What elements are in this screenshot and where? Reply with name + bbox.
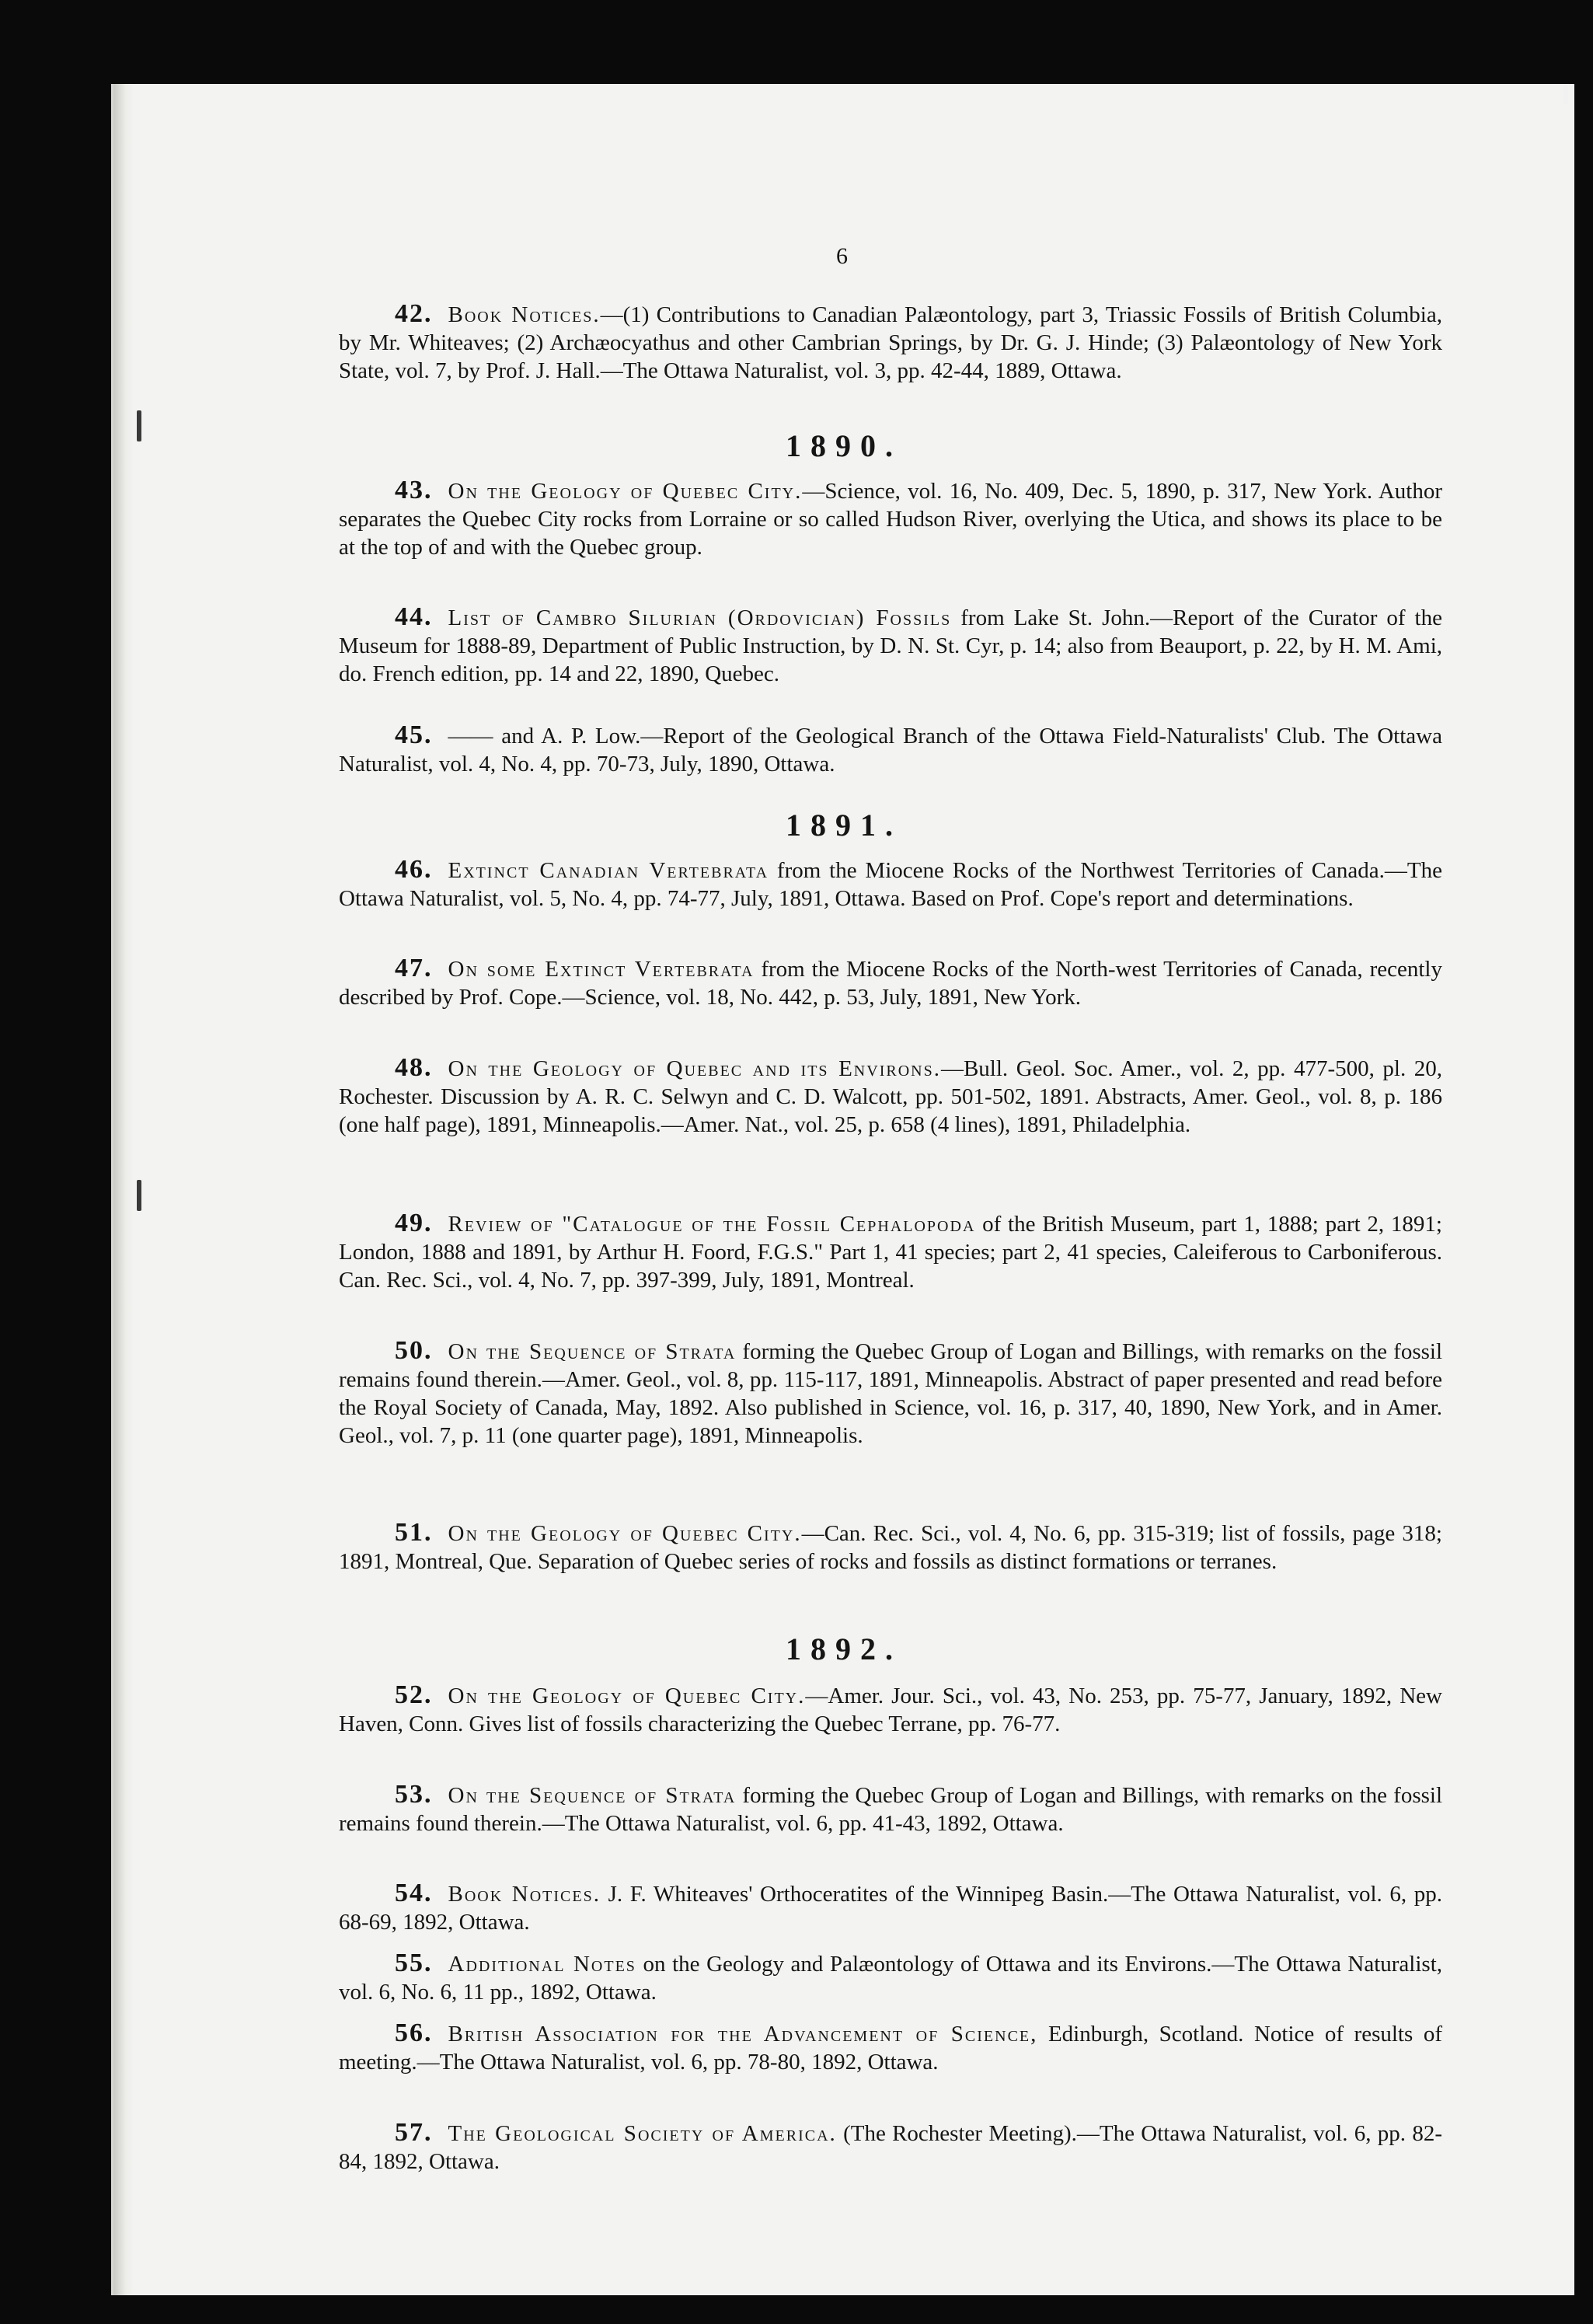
bibliography-entry <box>339 300 1442 385</box>
entry-text: —Amer. Jour. Sci., vol. 43, No. 253, pp. 75-77, January, 1892, New Haven, Conn. Gives list of fossils characterizing the Quebec Terrane, pp. 76-77. <box>339 1684 1442 1736</box>
page-number: 6 <box>836 243 848 269</box>
entry-text: forming the Quebec Group of Logan and Billings, with remarks on the fossil remains found therein.—The Ottawa Naturalist, vol. 6, pp. 41-43, 1892, Ottawa. <box>339 1783 1443 1836</box>
bibliography-entry <box>339 476 1442 561</box>
entry-text: Edinburgh, Scotland. Notice of results of meeting.—The Ottawa Naturalist, vol. 6, pp. 78-80, 1892, Ottawa. <box>339 2022 1442 2075</box>
bibliography-entry <box>339 1054 1442 1139</box>
entry-number: 57. <box>395 2118 433 2147</box>
bibliography-entry <box>339 1519 1442 1576</box>
margin-mark <box>137 1180 141 1211</box>
entry-text: from the Miocene Rocks of the Northwest Territories of Canada.—The Ottawa Naturalist, vol. 5, No. 4, pp. 74-77, July, 1891, Ottawa. Based on Prof. Cope's report and determinations. <box>339 858 1443 911</box>
bibliography-entry <box>339 1209 1442 1294</box>
entry-number: 54. <box>395 1879 433 1907</box>
bibliography-entry <box>339 603 1442 688</box>
entry-number: 56. <box>395 2019 433 2047</box>
entry-number: 55. <box>395 1949 433 1977</box>
entry-text: J. F. Whiteaves' Orthoceratites of the Winnipeg Basin.—The Ottawa Naturalist, vol. 6, pp. 68-69, 1892, Ottawa. <box>339 1882 1442 1935</box>
bibliography-entry <box>339 1337 1442 1450</box>
bibliography-entry <box>339 1949 1442 2006</box>
entry-title: On the Sequence of Strata <box>448 1339 737 1364</box>
bibliography-entry <box>339 2119 1442 2176</box>
bibliography-entry <box>339 1879 1442 1936</box>
bibliography-entry <box>339 954 1442 1011</box>
year-heading: 1892. <box>786 1631 902 1666</box>
entry-number: 49. <box>395 1209 433 1237</box>
entry-number: 51. <box>395 1518 433 1547</box>
entry-number: 45. <box>395 721 433 749</box>
entry-title: On the Geology of Quebec City. <box>448 1521 802 1546</box>
entry-title: On the Geology of Quebec City. <box>448 1684 806 1708</box>
entry-number: 47. <box>395 954 433 982</box>
entry-text: —Science, vol. 16, No. 409, Dec. 5, 1890, p. 317, New York. Author separates the Quebec City rocks from Lorraine or so called Hudson River, overlying the Utica, and shows its place to be at the top of and with the Quebec group. <box>339 479 1442 560</box>
entry-title: On the Geology of Quebec and its Environs. <box>448 1056 941 1081</box>
entry-number: 44. <box>395 602 433 631</box>
entry-number: 42. <box>395 299 433 328</box>
entry-text: (The Rochester Meeting).—The Ottawa Naturalist, vol. 6, pp. 82-84, 1892, Ottawa. <box>339 2121 1442 2174</box>
entry-title: Additional Notes <box>448 1952 636 1977</box>
entry-title: Book Notices. <box>448 1882 601 1907</box>
entry-text: of the British Museum, part 1, 1888; part 2, 1891; London, 1888 and 1891, by Arthur H. Foord, F.G.S." Part 1, 41 species; part 2, 41 species, Caleiferous to Carboniferous. Can. Rec. Sci., vol. 4, No. 7, pp. 397-399, July, 1891, Montreal. <box>339 1212 1442 1293</box>
entry-number: 53. <box>395 1780 433 1809</box>
entry-text: —Can. Rec. Sci., vol. 4, No. 6, pp. 315-319; list of fossils, page 318; 1891, Montreal, Que. Separation of Quebec series of rocks and fossils as distinct formations or terranes. <box>339 1521 1442 1574</box>
entry-title: List of Cambro Silurian (Ordovician) Fossils <box>448 605 952 630</box>
bibliography-entry <box>339 1781 1442 1837</box>
entry-text: —Bull. Geol. Soc. Amer., vol. 2, pp. 477-500, pl. 20, Rochester. Discussion by A. R. C. Selwyn and C. D. Walcott, pp. 501-502, 1891. Abstracts, Amer. Geol., vol. 8, p. 186 (one half page), 1891, Minneapolis.—Amer. Nat., vol. 25, p. 658 (4 lines), 1891, Philadelphia. <box>339 1056 1442 1137</box>
entry-number: 43. <box>395 476 433 504</box>
entry-text: from the Miocene Rocks of the North-west Territories of Canada, recently described by Prof. Cope.—Science, vol. 18, No. 442, p. 53, July, 1891, New York. <box>339 957 1442 1010</box>
entry-title: On some Extinct Vertebrata <box>448 957 755 982</box>
entry-number: 52. <box>395 1680 433 1709</box>
entry-title: The Geological Society of America. <box>448 2121 837 2146</box>
entry-number: 50. <box>395 1336 433 1365</box>
bibliography-entry <box>339 1681 1442 1738</box>
entry-title: Review of "Catalogue of the Fossil Cephalopoda <box>448 1212 976 1237</box>
edge-mark <box>1563 84 1568 104</box>
entry-text: on the Geology and Palæontology of Ottawa and its Environs.—The Ottawa Naturalist, vol. 6, No. 6, 11 pp., 1892, Ottawa. <box>339 1952 1443 2005</box>
entry-text: —— and A. P. Low.—Report of the Geological Branch of the Ottawa Field-Naturalists' Club. The Ottawa Naturalist, vol. 4, No. 4, pp. 70-73, July, 1890, Ottawa. <box>339 724 1442 776</box>
bibliography-entry <box>339 2019 1442 2076</box>
entry-title: On the Geology of Quebec City. <box>448 479 803 504</box>
entry-title: British Association for the Advancement of Science, <box>448 2022 1038 2047</box>
year-heading: 1891. <box>786 808 902 843</box>
page-crease <box>113 84 134 2295</box>
entry-text: forming the Quebec Group of Logan and Billings, with remarks on the fossil remains found therein.—Amer. Geol., vol. 8, pp. 115-117, 1891, Minneapolis. Abstract of paper presented and read before the Royal Society of Canada, May, 1892. Also published in Science, vol. 16, p. 317, 40, 1890, New York, and in Amer. Geol., vol. 7, p. 11 (one quarter page), 1891, Minneapolis. <box>339 1339 1443 1448</box>
entry-number: 46. <box>395 855 433 884</box>
entry-title: On the Sequence of Strata <box>448 1783 737 1808</box>
bibliography-entry <box>339 856 1442 913</box>
entry-title: Book Notices. <box>448 302 601 327</box>
entry-number: 48. <box>395 1053 433 1082</box>
bibliography-entry <box>339 721 1442 778</box>
entry-text: from Lake St. John.—Report of the Curator of the Museum for 1888-89, Department of Public Instruction, by D. N. St. Cyr, p. 14; also from Beauport, p. 22, by H. M. Ami, do. French edition, pp. 14 and 22, 1890, Quebec. <box>339 605 1442 686</box>
year-heading: 1890. <box>786 428 902 463</box>
document-page <box>111 84 1574 2295</box>
entry-text: —(1) Contributions to Canadian Palæontology, part 3, Triassic Fossils of British Columbia, by Mr. Whiteaves; (2) Archæocyathus and other Cambrian Springs, by Dr. G. J. Hinde; (3) Palæontology of New York State, vol. 7, by Prof. J. Hall.—The Ottawa Naturalist, vol. 3, pp. 42-44, 1889, Ottawa. <box>339 302 1442 383</box>
entry-title: Extinct Canadian Vertebrata <box>448 858 769 883</box>
